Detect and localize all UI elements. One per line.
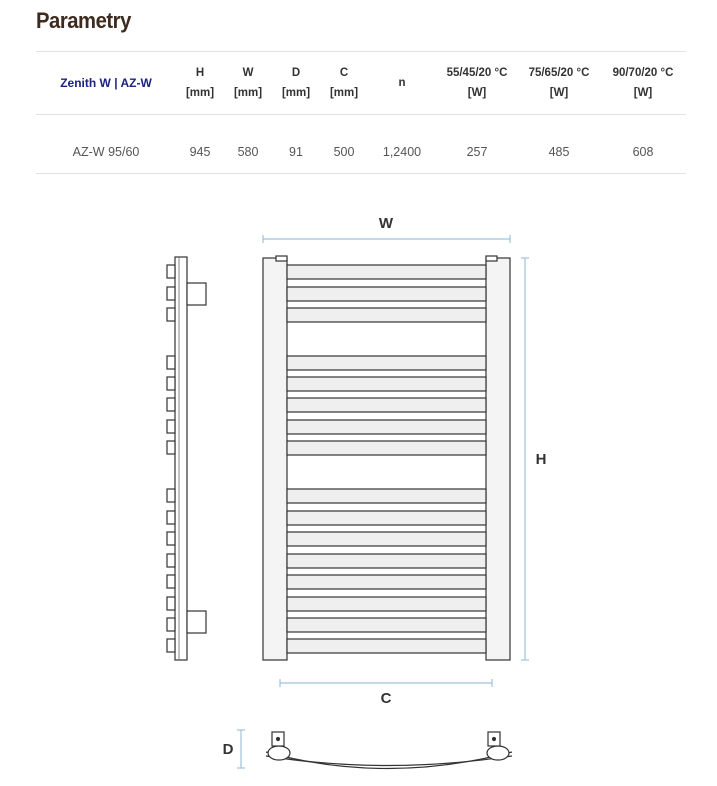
cell-w: 580 — [237, 145, 259, 159]
front-view-bars — [287, 265, 486, 653]
side-tube — [167, 489, 175, 502]
side-view — [167, 257, 206, 660]
header-d-unit: [mm] — [281, 87, 311, 99]
front-right-column — [486, 258, 510, 660]
side-tube — [167, 398, 175, 411]
top-view — [266, 732, 512, 769]
header-55-45-20-label: 55/45/20 °C — [446, 67, 508, 79]
top-view-right-screw — [493, 738, 496, 741]
dimension-d — [223, 730, 245, 768]
side-tube — [167, 597, 175, 610]
front-bar — [287, 618, 486, 632]
front-bar — [287, 489, 486, 503]
side-view-bracket-bottom — [187, 611, 206, 633]
header-w-label: W — [242, 67, 254, 79]
side-view-bracket-top — [187, 283, 206, 305]
side-tube — [167, 308, 175, 321]
side-tube — [167, 287, 175, 300]
front-right-cap — [486, 256, 497, 261]
side-tube — [167, 575, 175, 588]
cell-c: 500 — [333, 145, 355, 159]
cell-n: 1,2400 — [382, 145, 422, 159]
front-bar — [287, 575, 486, 589]
top-view-right-end — [487, 746, 509, 760]
header-w-unit: [mm] — [233, 87, 263, 99]
front-bar — [287, 554, 486, 568]
header-d-label: D — [291, 67, 301, 79]
side-tube — [167, 532, 175, 545]
front-bar — [287, 441, 486, 455]
cell-90-70-20: 608 — [632, 145, 654, 159]
front-left-column — [263, 258, 287, 660]
header-h-unit: [mm] — [185, 87, 215, 99]
side-tube — [167, 441, 175, 454]
front-bar — [287, 356, 486, 370]
side-tube — [167, 618, 175, 631]
front-view — [263, 256, 510, 660]
header-75-65-20-unit: [W] — [549, 87, 569, 99]
top-view-left-end — [268, 746, 290, 760]
side-tube — [167, 511, 175, 524]
front-bar — [287, 265, 486, 279]
header-55-45-20-unit: [W] — [467, 87, 487, 99]
header-c-unit: [mm] — [329, 87, 359, 99]
dimension-d-label: D — [222, 741, 234, 758]
front-bar — [287, 420, 486, 434]
front-bar — [287, 532, 486, 546]
front-bar — [287, 511, 486, 525]
side-tube — [167, 377, 175, 390]
dimension-c — [280, 679, 492, 707]
front-bar — [287, 398, 486, 412]
front-bar — [287, 287, 486, 301]
cell-75-65-20: 485 — [548, 145, 570, 159]
side-tube — [167, 554, 175, 567]
front-bar — [287, 377, 486, 391]
side-tube — [167, 639, 175, 652]
header-90-70-20-unit: [W] — [633, 87, 653, 99]
dimension-h-label: H — [535, 451, 547, 468]
front-bar — [287, 639, 486, 653]
header-90-70-20-label: 90/70/20 °C — [612, 67, 674, 79]
side-tube — [167, 420, 175, 433]
header-75-65-20-label: 75/65/20 °C — [528, 67, 590, 79]
header-h-label: H — [195, 67, 205, 79]
header-c-label: C — [339, 67, 349, 79]
dimension-h — [521, 258, 546, 660]
dimension-w — [263, 215, 510, 243]
side-tube — [167, 356, 175, 369]
cell-model: AZ-W 95/60 — [72, 145, 140, 159]
header-model-label: Zenith W | AZ-W — [60, 76, 152, 90]
side-view-tubes — [167, 265, 175, 652]
front-left-cap — [276, 256, 287, 261]
dimension-c-label: C — [380, 690, 392, 707]
side-view-column — [175, 257, 187, 660]
dimension-w-label: W — [378, 215, 394, 232]
top-view-left-screw — [277, 738, 280, 741]
side-tube — [167, 265, 175, 278]
front-bar — [287, 308, 486, 322]
front-bar — [287, 597, 486, 611]
cell-55-45-20: 257 — [466, 145, 488, 159]
top-view-curve-inner — [266, 756, 512, 766]
header-n-label: n — [398, 77, 406, 89]
cell-h: 945 — [189, 145, 211, 159]
cell-d: 91 — [289, 145, 303, 159]
page-title: Parametry — [36, 8, 131, 33]
